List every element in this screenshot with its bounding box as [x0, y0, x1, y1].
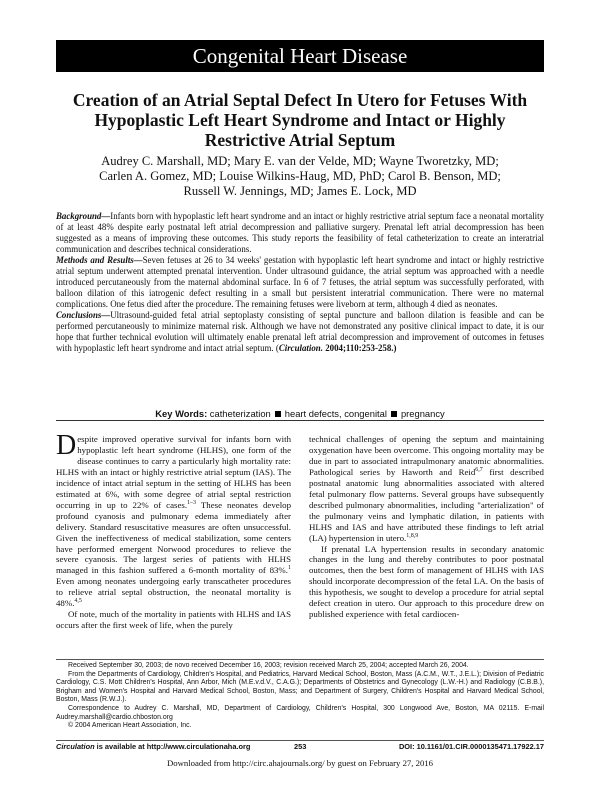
body-text: first described postnatal anatomic lung abnormalities associated with altered fetal pulmonary flow patterns. Several groups have subsequently described pulmonary abnormalities, including "arterialization" of the pulmonary veins and lymphatic dilation, in patients with HLHS and IAS and have attributed these findings to left atrial (LA) hypertension in utero. [309, 466, 544, 543]
methods-label: Methods and Results— [56, 255, 143, 265]
citation-ref: 4,5 [74, 598, 82, 605]
body-column-right [309, 434, 544, 620]
abstract-conclusions [56, 310, 544, 354]
footer-divider [56, 740, 544, 741]
journal-name: Circulation [56, 742, 95, 751]
download-notice[interactable]: Downloaded from http://circ.ahajournals.org/ by guest on February 27, 2016 [167, 758, 433, 768]
journal-url[interactable]: is available at http://www.circulationaha.org [94, 742, 251, 751]
body-column-left [56, 430, 291, 631]
citation-ref: 1 [288, 565, 291, 572]
keywords [56, 408, 544, 419]
section-divider [56, 420, 544, 421]
affiliations: From the Departments of Cardiology, Children's Hospital, and Pediatrics, Harvard Medical School, Boston, Mass (A.C.M., W.T., J.E.L.); Division of Pediatric Cardiology, C.S. Mott Children's Hospital, Ann Arbor, Mich (M.E.v.d.V., C.A.G.); Departments of Obstetrics and Gynecology (L.W.-H.) and Radiology (C.B.B.), Brigham and Women's Hospital and Harvard Medical School, Boston, Mass; and Department of Surgery, Children's Hospital and Harvard Medical School, Boston, Mass (R.W.J.). [56, 670, 544, 704]
citation-ref: 1,8,9 [406, 532, 419, 539]
keywords-label: Key Words: [155, 408, 208, 419]
author-line-2: Carlen A. Gomez, MD; Louise Wilkins-Haug, MD, PhD; Carol B. Benson, MD; [99, 169, 501, 183]
author-line-3: Russell W. Jennings, MD; James E. Lock, MD [183, 184, 417, 198]
correspondence: Correspondence to Audrey C. Marshall, MD, Department of Cardiology, Children's Hospital, 300 Longwood Ave, Boston, MA 02115. E-mail Audrey.marshall@cardio.chboston.org [56, 704, 544, 721]
methods-text: Seven fetuses at 26 to 34 weeks' gestation with hypoplastic left heart syndrome and intact or highly restrictive atrial septum underwent attempted prenatal intervention. Under ultrasound guidance, the atrial septum was approached with a needle introduced percutaneously from the maternal abdominal surface. In 6 of 7 fetuses, the atrial septum was successfully perforated, with balloon dilation of this iatrogenic defect resulting in a small but persistent interatrial communication. There were no maternal complications. One fetus died after the procedure. The remaining fetuses were liveborn at term, although 4 died as neonates. [56, 255, 544, 309]
body-paragraph: Of note, much of the mortality in patients with HLHS and IAS occurs after the first week of life, when the purely [56, 609, 291, 631]
conclusions-label: Conclusions— [56, 310, 111, 320]
citation-journal: Circulation. [278, 343, 323, 353]
doi: DOI: 10.1161/01.CIR.0000135471.17922.17 [398, 742, 544, 751]
keyword-separator-icon [391, 411, 397, 417]
author-list [60, 154, 540, 199]
received-dates: Received September 30, 2003; de novo received December 16, 2003; revision received March 25, 2004; accepted March 26, 2004. [68, 662, 469, 669]
body-paragraph [309, 434, 544, 544]
conclusions-text: Ultrasound-guided fetal atrial septoplasty consisting of septal puncture and balloon dilation is feasible and can be performed percutaneously to minimize maternal risk. Although we have not demonstrated any positive clinical impact to date, it is our hope that further technical evolution will ultimately enable prenatal left atrial decompression and improvement of outcomes in fetuses with hypoplastic left heart syndrome and intact atrial septum. ( [56, 310, 544, 353]
abstract-methods [56, 255, 544, 310]
citation-ref: 2004;110:253-258.) [325, 343, 397, 353]
body-paragraph [56, 430, 291, 609]
abstract [56, 211, 544, 354]
background-text: Infants born with hypoplastic left heart syndrome and an intact or highly restrictive atrial septum face a neonatal mortality of at least 48% despite early postnatal left atrial decompression and palliative surgery. Prenatal left atrial decompression has been suggested as a means of improving these outcomes. This study reports the feasibility of fetal catheterization to create an interatrial communication and describes technical considerations. [56, 211, 544, 254]
background-label: Background— [56, 211, 111, 221]
article-title: Creation of an Atrial Septal Defect In Utero for Fetuses With Hypoplastic Left Heart Syndrome and Intact or Highly Restrictive Atrial Septum [72, 90, 528, 150]
author-line-1: Audrey C. Marshall, MD; Mary E. van der Velde, MD; Wayne Tworetzky, MD; [101, 154, 499, 168]
footnote-divider [56, 659, 544, 660]
footnotes [56, 662, 544, 731]
keyword: heart defects, congenital [284, 408, 387, 419]
body-text: These neonates develop profound cyanosis and pulmonary edema immediately after delivery. Standard resuscitative measures are often unsuccessful. Given the ineffectiveness of medical stabilization, some centers have performed emergent Norwood procedures to relieve the severe cyanosis. The largest series of patients with HLHS managed in this fashion suffered a 6-month mortality of 83%. [56, 499, 291, 576]
body-text: technical challenges of opening the septum and maintaining oxygenation have been overcome. This ongoing mortality may be due in part to associated intrapulmonary anatomic abnormalities. Pathological series by Haworth and Reid [309, 434, 544, 477]
body-paragraph: If prenatal LA hypertension results in secondary anatomic changes in the lung and thereby contributes to poor postnatal outcomes, then the best form of management of HLHS with IAS should incorporate decompression of the fetal LA. On the basis of this hypothesis, we sought to develop a procedure for atrial septal defect creation in utero. Our approach to this procedure drew on published experience with fetal cardiocen- [309, 543, 544, 620]
drop-cap: D [56, 430, 77, 461]
section-banner: Congenital Heart Disease [56, 40, 544, 72]
copyright: © 2004 American Heart Association, Inc. [68, 722, 192, 730]
keyword: catheterization [209, 408, 271, 419]
keyword-separator-icon [275, 411, 281, 417]
body-text: espite improved operative survival for infants born with hypoplastic left heart syndrome (HLHS), one form of the disease continues to carry a particularly high mortality rate: HLHS with an intact or highly restrictive atrial septum (IAS). The incidence of intact atrial septum in the setting of HLHS has been estimated at 6%, with some degree of atrial septal restriction occurring in up to 22% of cases. [56, 434, 291, 510]
abstract-background [56, 211, 544, 255]
citation-ref: 6,7 [475, 466, 483, 473]
body-text: Even among neonates undergoing early transcatheter procedures to relieve atrial septal obstruction, the neonatal mortality is 48%. [56, 576, 291, 609]
availability-note [56, 742, 250, 751]
keyword: pregnancy [400, 408, 445, 419]
page-number: 253 [294, 742, 307, 751]
citation-ref: 1–3 [187, 499, 197, 506]
